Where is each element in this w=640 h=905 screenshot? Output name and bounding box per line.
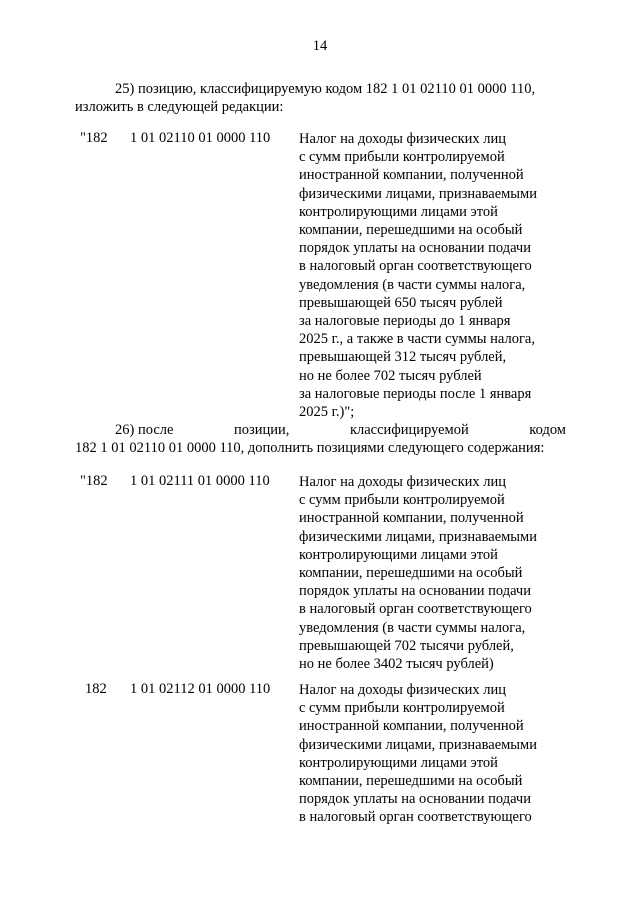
classification-code: 1 01 02112 01 0000 110 xyxy=(130,681,271,697)
description-line: уведомления (в части суммы налога, xyxy=(299,619,526,636)
description-line: порядок уплаты на основании подачи xyxy=(299,791,531,808)
description-line: физическими лицами, признаваемыми xyxy=(299,736,537,753)
description-line: с сумм прибыли контролируемой xyxy=(299,492,505,509)
description-line: порядок уплаты на основании подачи xyxy=(299,240,531,257)
page-number: 14 xyxy=(312,38,328,54)
admin-code: "182 xyxy=(80,473,108,489)
item-26-word: классифицируемой xyxy=(349,422,469,438)
item-26-word: 26) после xyxy=(115,422,174,438)
item-25-paragraph xyxy=(75,80,566,116)
classification-code: 1 01 02111 01 0000 110 xyxy=(130,473,270,489)
item-25-line-1: 25) позицию, классифицируемую кодом 182 1 01 02110 01 0000 110, xyxy=(115,81,536,97)
description-line: порядок уплаты на основании подачи xyxy=(299,583,531,600)
item-26-word: позиции, xyxy=(234,422,290,438)
description-line: контролирующими лицами этой xyxy=(299,203,498,220)
description-line: в налоговый орган соответствующего xyxy=(299,601,532,618)
description-line: превышающей 702 тысячи рублей, xyxy=(299,637,514,654)
classification-code: 1 01 02110 01 0000 110 xyxy=(130,130,271,146)
description-line: 2025 г., а также в части суммы налога, xyxy=(299,331,535,348)
description-line: иностранной компании, полученной xyxy=(299,718,524,735)
admin-code: "182 xyxy=(80,130,108,146)
description-line: контролирующими лицами этой xyxy=(299,754,498,771)
description-line: Налог на доходы физических лиц xyxy=(299,474,507,490)
description-line: физическими лицами, признаваемыми xyxy=(299,528,537,545)
code-entry-description xyxy=(299,130,569,421)
item-26-line-1 xyxy=(75,421,566,439)
description-line: контролирующими лицами этой xyxy=(299,546,498,563)
description-line: иностранной компании, полученной xyxy=(299,167,524,184)
description-line: физическими лицами, признаваемыми xyxy=(299,185,537,202)
description-line: превышающей 650 тысяч рублей xyxy=(299,294,503,311)
item-26-word: кодом xyxy=(529,422,566,438)
description-line: уведомления (в части суммы налога, xyxy=(299,276,526,293)
item-26-paragraph xyxy=(75,421,566,457)
description-line: за налоговые периоды до 1 января xyxy=(299,313,511,330)
description-line: с сумм прибыли контролируемой xyxy=(299,149,505,166)
description-line: 2025 г.)"; xyxy=(299,404,355,421)
description-line: за налоговые периоды после 1 января xyxy=(299,385,532,402)
description-line: в налоговый орган соответствующего xyxy=(299,258,532,275)
description-line: с сумм прибыли контролируемой xyxy=(299,700,505,717)
code-entry-description xyxy=(299,473,569,673)
admin-code: 182 xyxy=(85,681,107,697)
description-line: в налоговый орган соответствующего xyxy=(299,809,532,826)
item-26-line-2: 182 1 01 02110 01 0000 110, дополнить позициями следующего содержания: xyxy=(75,440,545,456)
description-line: превышающей 312 тысяч рублей, xyxy=(299,349,507,366)
item-25-line-2: изложить в следующей редакции: xyxy=(75,99,284,115)
code-entry-description xyxy=(299,681,569,827)
description-line: компании, перешедшими на особый xyxy=(299,773,523,790)
description-line: компании, перешедшими на особый xyxy=(299,222,523,239)
description-line: компании, перешедшими на особый xyxy=(299,565,523,582)
description-line: но не более 3402 тысяч рублей) xyxy=(299,656,494,673)
description-line: иностранной компании, полученной xyxy=(299,510,524,527)
description-line: Налог на доходы физических лиц xyxy=(299,682,507,698)
description-line: Налог на доходы физических лиц xyxy=(299,131,507,147)
description-line: но не более 702 тысяч рублей xyxy=(299,367,482,384)
